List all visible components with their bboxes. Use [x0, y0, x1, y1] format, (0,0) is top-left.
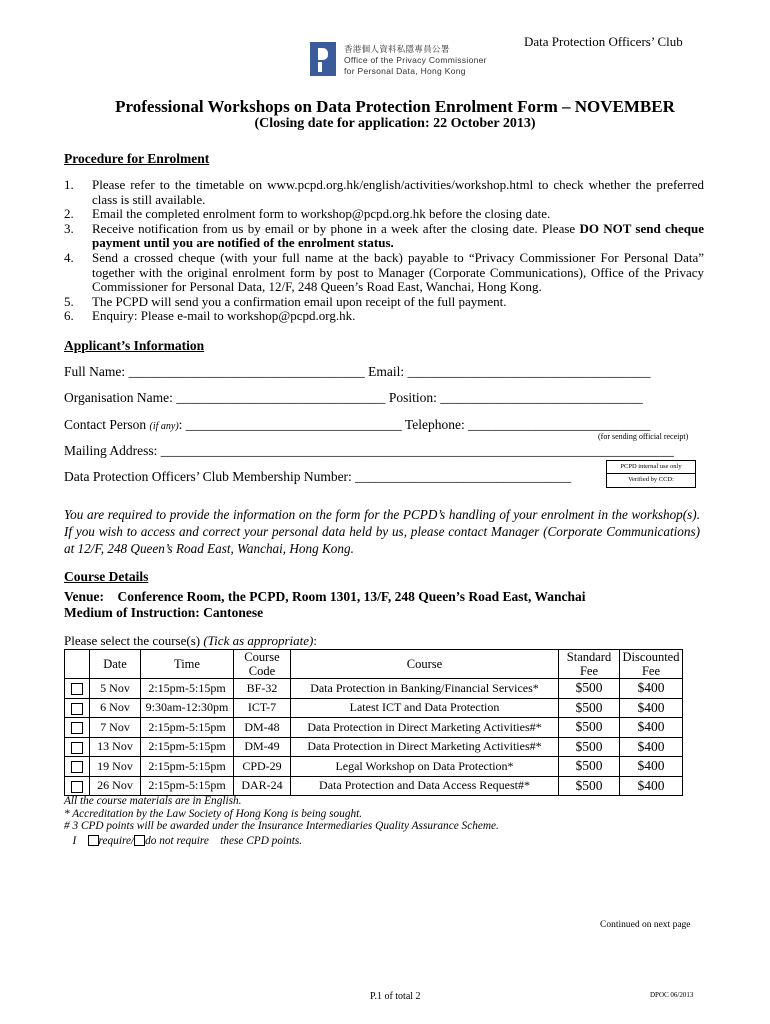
step-4: 4. Send a crossed cheque (with your full name at the back) payable to “Privacy Commissioner For Personal Data” together with the original enrolment form by post to Manager (Corporate Communications), Office of the Privacy Commissioner for Personal Data, 12/F, 248 Queen’s Road East, Wanchai, Hong Kong. — [64, 249, 704, 295]
course-table — [64, 649, 683, 796]
course-checkbox[interactable] — [71, 781, 83, 793]
header-standard-fee: Standard Fee — [559, 650, 620, 679]
header-time: Time — [141, 650, 234, 679]
header-discounted-fee: Discounted Fee — [620, 650, 683, 679]
applicant-heading: Applicant’s Information — [64, 338, 205, 353]
contact-telephone-field[interactable]: Contact Person (if any): ________________________________ Telephone: ___________________________ — [64, 417, 651, 432]
membership-number-field[interactable]: Data Protection Officers’ Club Membership Number: ________________________________ — [64, 469, 572, 484]
step-5: 5. The PCPD will send you a confirmation email upon receipt of the full payment. — [64, 293, 507, 309]
course-checkbox[interactable] — [71, 761, 83, 773]
course-notes: All the course materials are in English. * Accreditation by the Law Society of Hong Kong is being sought. # 3 CPD points will be awarded under the Insurance Intermediaries Quality Assurance Scheme. I require/ do not require these CPD points. — [64, 795, 499, 847]
table-row: 19 Nov 2:15pm-5:15pm CPD-29 Legal Workshop on Data Protection* $500 $400 — [65, 757, 683, 777]
course-checkbox[interactable] — [71, 703, 83, 715]
header-course: Course — [291, 650, 559, 679]
organisation-position-field[interactable]: Organisation Name: _______________________________ Position: ______________________________ — [64, 390, 643, 405]
table-row: 7 Nov 2:15pm-5:15pm DM-48 Data Protection in Direct Marketing Activities#* $500 $400 — [65, 718, 683, 738]
procedure-steps — [64, 178, 704, 324]
closing-date: (Closing date for application: 22 October 2013) — [254, 116, 536, 131]
page-number: P.1 of total 2 — [370, 991, 421, 1002]
form-title: Professional Workshops on Data Protection Enrolment Form – NOVEMBER — [115, 97, 675, 116]
table-header — [65, 650, 683, 679]
course-checkbox[interactable] — [71, 742, 83, 754]
table-row: 5 Nov 2:15pm-5:15pm BF-32 Data Protection in Banking/Financial Services* $500 $400 — [65, 679, 683, 699]
step-3: 3. Receive notification from us by email or by phone in a week after the closing date. Please DO NOT send cheque payment until you are notified of the enrolment status. — [64, 220, 704, 251]
header-code: Course Code — [234, 650, 291, 679]
pcpd-logo — [310, 42, 336, 76]
privacy-notice: You are required to provide the information on the form for the PCPD’s handling of your enrolment in the workshop(s). If you wish to access and correct your personal data held by us, please contact Manager (Corporate Communications) at 12/F, 248 Queen’s Road East, Wanchai, Hong Kong. — [64, 507, 700, 556]
receipt-note: (for sending official receipt) — [598, 432, 689, 441]
step-2: 2. Email the completed enrolment form to workshop@pcpd.org.hk before the closing date. — [64, 206, 551, 222]
procedure-heading: Procedure for Enrolment — [64, 151, 210, 166]
internal-use-box: PCPD internal use only Verified by CCD: — [606, 460, 696, 488]
course-checkbox[interactable] — [71, 683, 83, 695]
header-date: Date — [90, 650, 141, 679]
club-name: Data Protection Officers’ Club — [524, 34, 683, 49]
mailing-address-field[interactable]: Mailing Address: ____________________________________________________________________________ — [64, 443, 674, 458]
table-row: 6 Nov 9:30am-12:30pm ICT-7 Latest ICT and Data Protection $500 $400 — [65, 698, 683, 718]
cpd-choice: I require/ do not require these CPD points. — [72, 834, 303, 847]
require-checkbox[interactable] — [88, 835, 99, 846]
course-heading: Course Details — [64, 569, 149, 584]
not-require-checkbox[interactable] — [134, 835, 145, 846]
select-instruction: Please select the course(s) (Tick as appropriate): — [64, 633, 317, 648]
table-row: 13 Nov 2:15pm-5:15pm DM-49 Data Protection in Direct Marketing Activities#* $500 $400 — [65, 737, 683, 757]
course-checkbox[interactable] — [71, 722, 83, 734]
form-code: DPOC 06/2013 — [650, 991, 694, 999]
full-name-email-field[interactable]: Full Name: ___________________________________ Email: ____________________________________ — [64, 364, 651, 379]
step-1: 1. Please refer to the timetable on www.pcpd.org.hk/english/activities/workshop.html to check whether the preferred class is still available. — [64, 177, 704, 207]
continued-note: Continued on next page — [600, 920, 691, 930]
step-6: 6. Enquiry: Please e-mail to workshop@pcpd.org.hk. — [64, 308, 356, 324]
venue-info: Venue: Conference Room, the PCPD, Room 1301, 13/F, 248 Queen’s Road East, Wanchai Medium of Instruction: Cantonese — [64, 589, 586, 620]
pcpd-logo-text: 香港個人資料私隱專員公署 Office of the Privacy Commissioner for Personal Data, Hong Kong — [344, 44, 487, 76]
table-row: 26 Nov 2:15pm-5:15pm DAR-24 Data Protection and Data Access Request#* $500 $400 — [65, 776, 683, 796]
